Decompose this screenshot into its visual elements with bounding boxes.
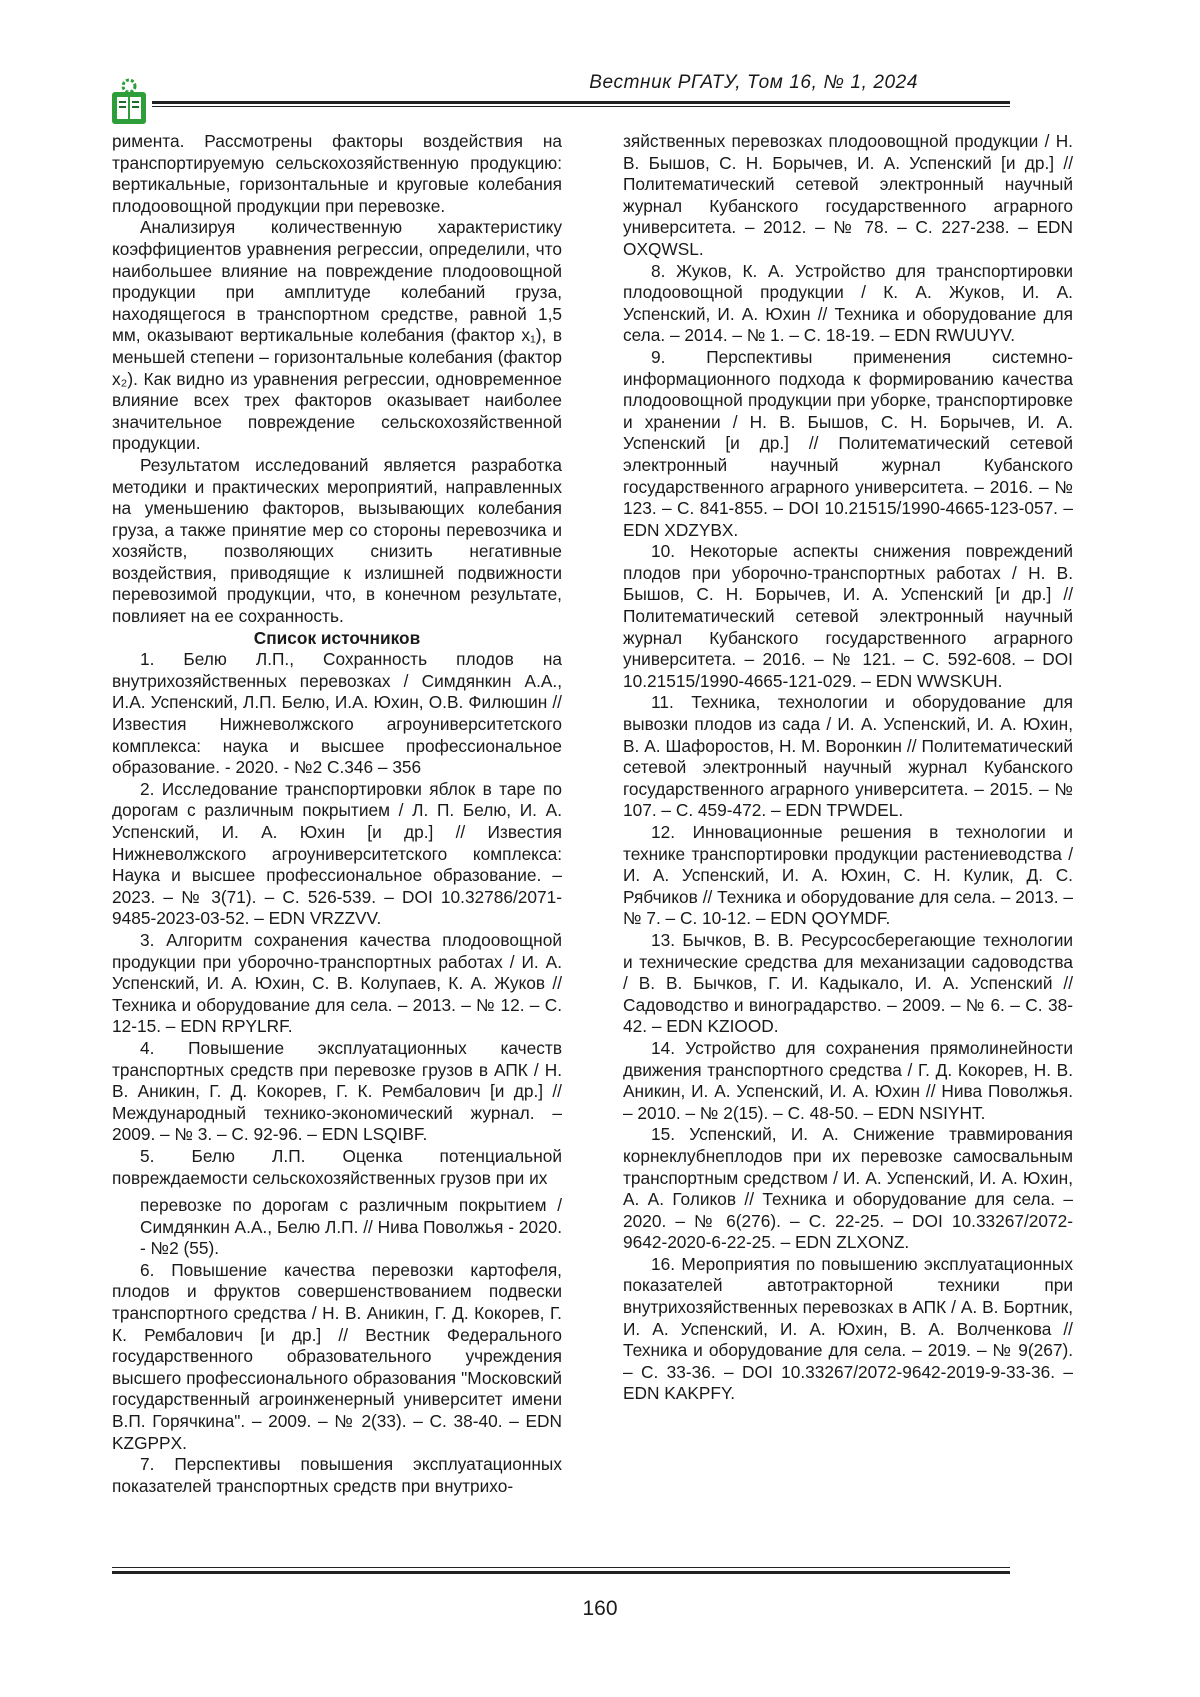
page-number: 160 xyxy=(582,1597,618,1620)
body-paragraph: Результатом исследований является разработка методики и практических мероприятий, направленных на уменьшению факторов, вызывающих колебания груза, а также принятие мер со стороны перевозчика и хозяйств, позволяющих снизить негативные воздействия, приводящие к излишней подвижности перевозимой продукции, что, в конечном результате, повлияет на ее сохранность. xyxy=(112,454,562,627)
reference-item: 10. Некоторые аспекты снижения повреждений плодов при уборочно-транспортных работах / Н. В. Бышов, С. Н. Борычев, И. А. Успенский [и др.] // Политематический сетевой электронный научный журнал Кубанского государственного аграрного университета. – 2016. – № 121. – С. 592-608. – DOI 10.21515/1990-4665-121-029. – EDN WWSKUH. xyxy=(623,541,1073,691)
header-rule-thin xyxy=(152,106,1010,107)
reference-item: 2. Исследование транспортировки яблок в таре по дорогам с различным покрытием / Л. П. Белю, И. А. Успенский, И. А. Юхин [и др.] // Известия Нижневолжского агроуниверситетского комплекса: Наука и высшее профессиональное образование. – 2023. – № 3(71). – С. 526-539. – DOI 10.32786/2071-9485-2023-03-52. – EDN VRZZVV. xyxy=(112,778,562,929)
body-paragraph: Анализируя количественную характеристику коэффициентов уравнения регрессии, определили, что наибольшее влияние на повреждение плодоовощной продукции при амплитуде колебаний груза, находящегося в транспортном средстве, равной 1,5 мм, оказывают вертикальные колебания (фактор x₁), в меньшей степени – горизонтальные колебания (фактор x₂). Как видно из уравнения регрессии, одновременное влияние всех трех факторов оказывает наиболее значительное повреждение сельскохозяйственной продукции. xyxy=(112,217,562,454)
references-heading: Список источников xyxy=(253,627,421,648)
reference-item: 16. Мероприятия по повышению эксплуатационных показателей автотракторной техники при внутрихозяйственных перевозках в АПК / А. В. Бортник, И. А. Успенский, И. А. Юхин, В. А. Волченкова // Техника и оборудование для села. – 2019. – № 9(267). – С. 33-36. – DOI 10.33267/2072-9642-2019-9-33-36. – EDN KAKPFY. xyxy=(623,1253,1073,1404)
reference-item: 13. Бычков, В. В. Ресурсосберегающие технологии и технические средства для механизации садоводства / В. В. Бычков, Г. И. Кадыкало, И. А. Успенский // Садоводство и виноградарство. – 2009. – № 6. – С. 38-42. – EDN KZIOOD. xyxy=(623,929,1073,1037)
header-rule-thick xyxy=(152,101,1010,104)
reference-item: 3. Алгоритм сохранения качества плодоовощной продукции при уборочно-транспортных работах / И. А. Успенский, И. А. Юхин, С. В. Колупаев, К. А. Жуков // Техника и оборудование для села. – 2013. – № 12. – С. 12-15. – EDN RPYLRF. xyxy=(112,929,562,1037)
reference-item-continued: зяйственных перевозках плодоовощной продукции / Н. В. Бышов, С. Н. Борычев, И. А. Успенский [и др.] // Политематический сетевой электронный научный журнал Кубанского государственного аграрного университета. – 2012. – № 78. – С. 227-238. – EDN OXQWSL. xyxy=(623,131,1073,259)
reference-item: 6. Повышение качества перевозки картофеля, плодов и фруктов совершенствованием подвески транспортного средства / Н. В. Аникин, Г. Д. Кокорев, Г. К. Рембалович [и др.] // Вестник Федерального государственного образовательного учреждения высшего профессионального образования "Московский государственный агроинженерный университет имени В.П. Горячкина". – 2009. – № 2(33). – С. 38-40. – EDN KZGPPX. xyxy=(112,1259,562,1453)
reference-item: 8. Жуков, К. А. Устройство для транспортировки плодоовощной продукции / К. А. Жуков, И. А. Успенский, И. А. Юхин // Техника и оборудование для села. – 2014. – № 1. – С. 18-19. – EDN RWUUYV. xyxy=(623,260,1073,346)
right-column xyxy=(623,131,1073,1405)
body-paragraph: римента. Рассмотрены факторы воздействия на транспортируемую сельскохозяйственную продукцию: вертикальные, горизонтальные и круговые колебания плодоовощной продукции при перевозке. xyxy=(112,131,562,216)
journal-logo-icon xyxy=(108,76,150,128)
reference-item: 4. Повышение эксплуатационных качеств транспортных средств при перевозке грузов в АПК / Н. В. Аникин, Г. Д. Кокорев, Г. К. Рембалович [и др.] // Международный технико-экономический журнал. – 2009. – № 3. – С. 92-96. – EDN LSQIBF. xyxy=(112,1037,562,1145)
reference-item: 11. Техника, технологии и оборудование для вывозки плодов из сада / И. А. Успенский, И. А. Юхин, В. А. Шафоростов, Н. М. Воронкин // Политематический сетевой электронный научный журнал Кубанского государственного аграрного университета. – 2015. – № 107. – С. 459-472. – EDN TPWDEL. xyxy=(623,692,1073,821)
reference-item: 15. Успенский, И. А. Снижение травмирования корнеклубнеплодов при их перевозке самосвальным транспортным средством / И. А. Успенский, И. А. Юхин, А. А. Голиков // Техника и оборудование для села. – 2020. – № 6(276). – С. 22-25. – DOI 10.33267/2072-9642-2020-6-22-25. – EDN ZLXONZ. xyxy=(623,1124,1073,1253)
reference-item: 5. Белю Л.П. Оценка потенциальной повреждаемости сельскохозяйственных грузов при их xyxy=(112,1145,562,1188)
reference-item: 14. Устройство для сохранения прямолинейности движения транспортного средства / Г. Д. Кокорев, Н. В. Аникин, И. А. Успенский, И. А. Юхин // Нива Поволжья. – 2010. – № 2(15). – С. 48-50. – EDN NSIYHT. xyxy=(623,1037,1073,1123)
reference-item: 7. Перспективы повышения эксплуатационных показателей транспортных средств при внутрихо- xyxy=(112,1454,562,1496)
footer-rule-thin xyxy=(112,1567,1010,1568)
reference-item-continued: перевозке по дорогам с различным покрытием /Симдянкин А.А., Белю Л.П. // Нива Поволжья - 2020. - №2 (55). xyxy=(140,1195,562,1259)
reference-item: 12. Инновационные решения в технологии и технике транспортировки продукции растениеводства / И. А. Успенский, И. А. Юхин, С. Н. Кулик, Д. С. Рябчиков // Техника и оборудование для села. – 2013. – № 7. – С. 10-12. – EDN QOYMDF. xyxy=(623,822,1073,929)
footer-rule-thick xyxy=(112,1571,1010,1574)
journal-running-header: Вестник РГАТУ, Том 16, № 1, 2024 xyxy=(589,72,918,93)
reference-item: 9. Перспективы применения системно-информационного подхода к формированию качества плодоовощной продукции при уборке, транспортировке и хранении / Н. В. Бышов, С. Н. Борычев, И. А. Успенский [и др.] // Политематический сетевой электронный научный журнал Кубанского государственного аграрного университета. – 2016. – № 123. – С. 841-855. – DOI 10.21515/1990-4665-123-057. – EDN XDZYBX. xyxy=(623,346,1073,540)
reference-item: 1. Белю Л.П., Сохранность плодов на внутрихозяйственных перевозках / Симдянкин А.А., И.А. Успенский, Л.П. Белю, И.А. Юхин, О.В. Филюшин // Известия Нижневолжского агроуниверситетского комплекса: наука и высшее профессиональное образование. - 2020. - №2 С.346 – 356 xyxy=(112,649,562,778)
left-column xyxy=(112,131,562,1497)
